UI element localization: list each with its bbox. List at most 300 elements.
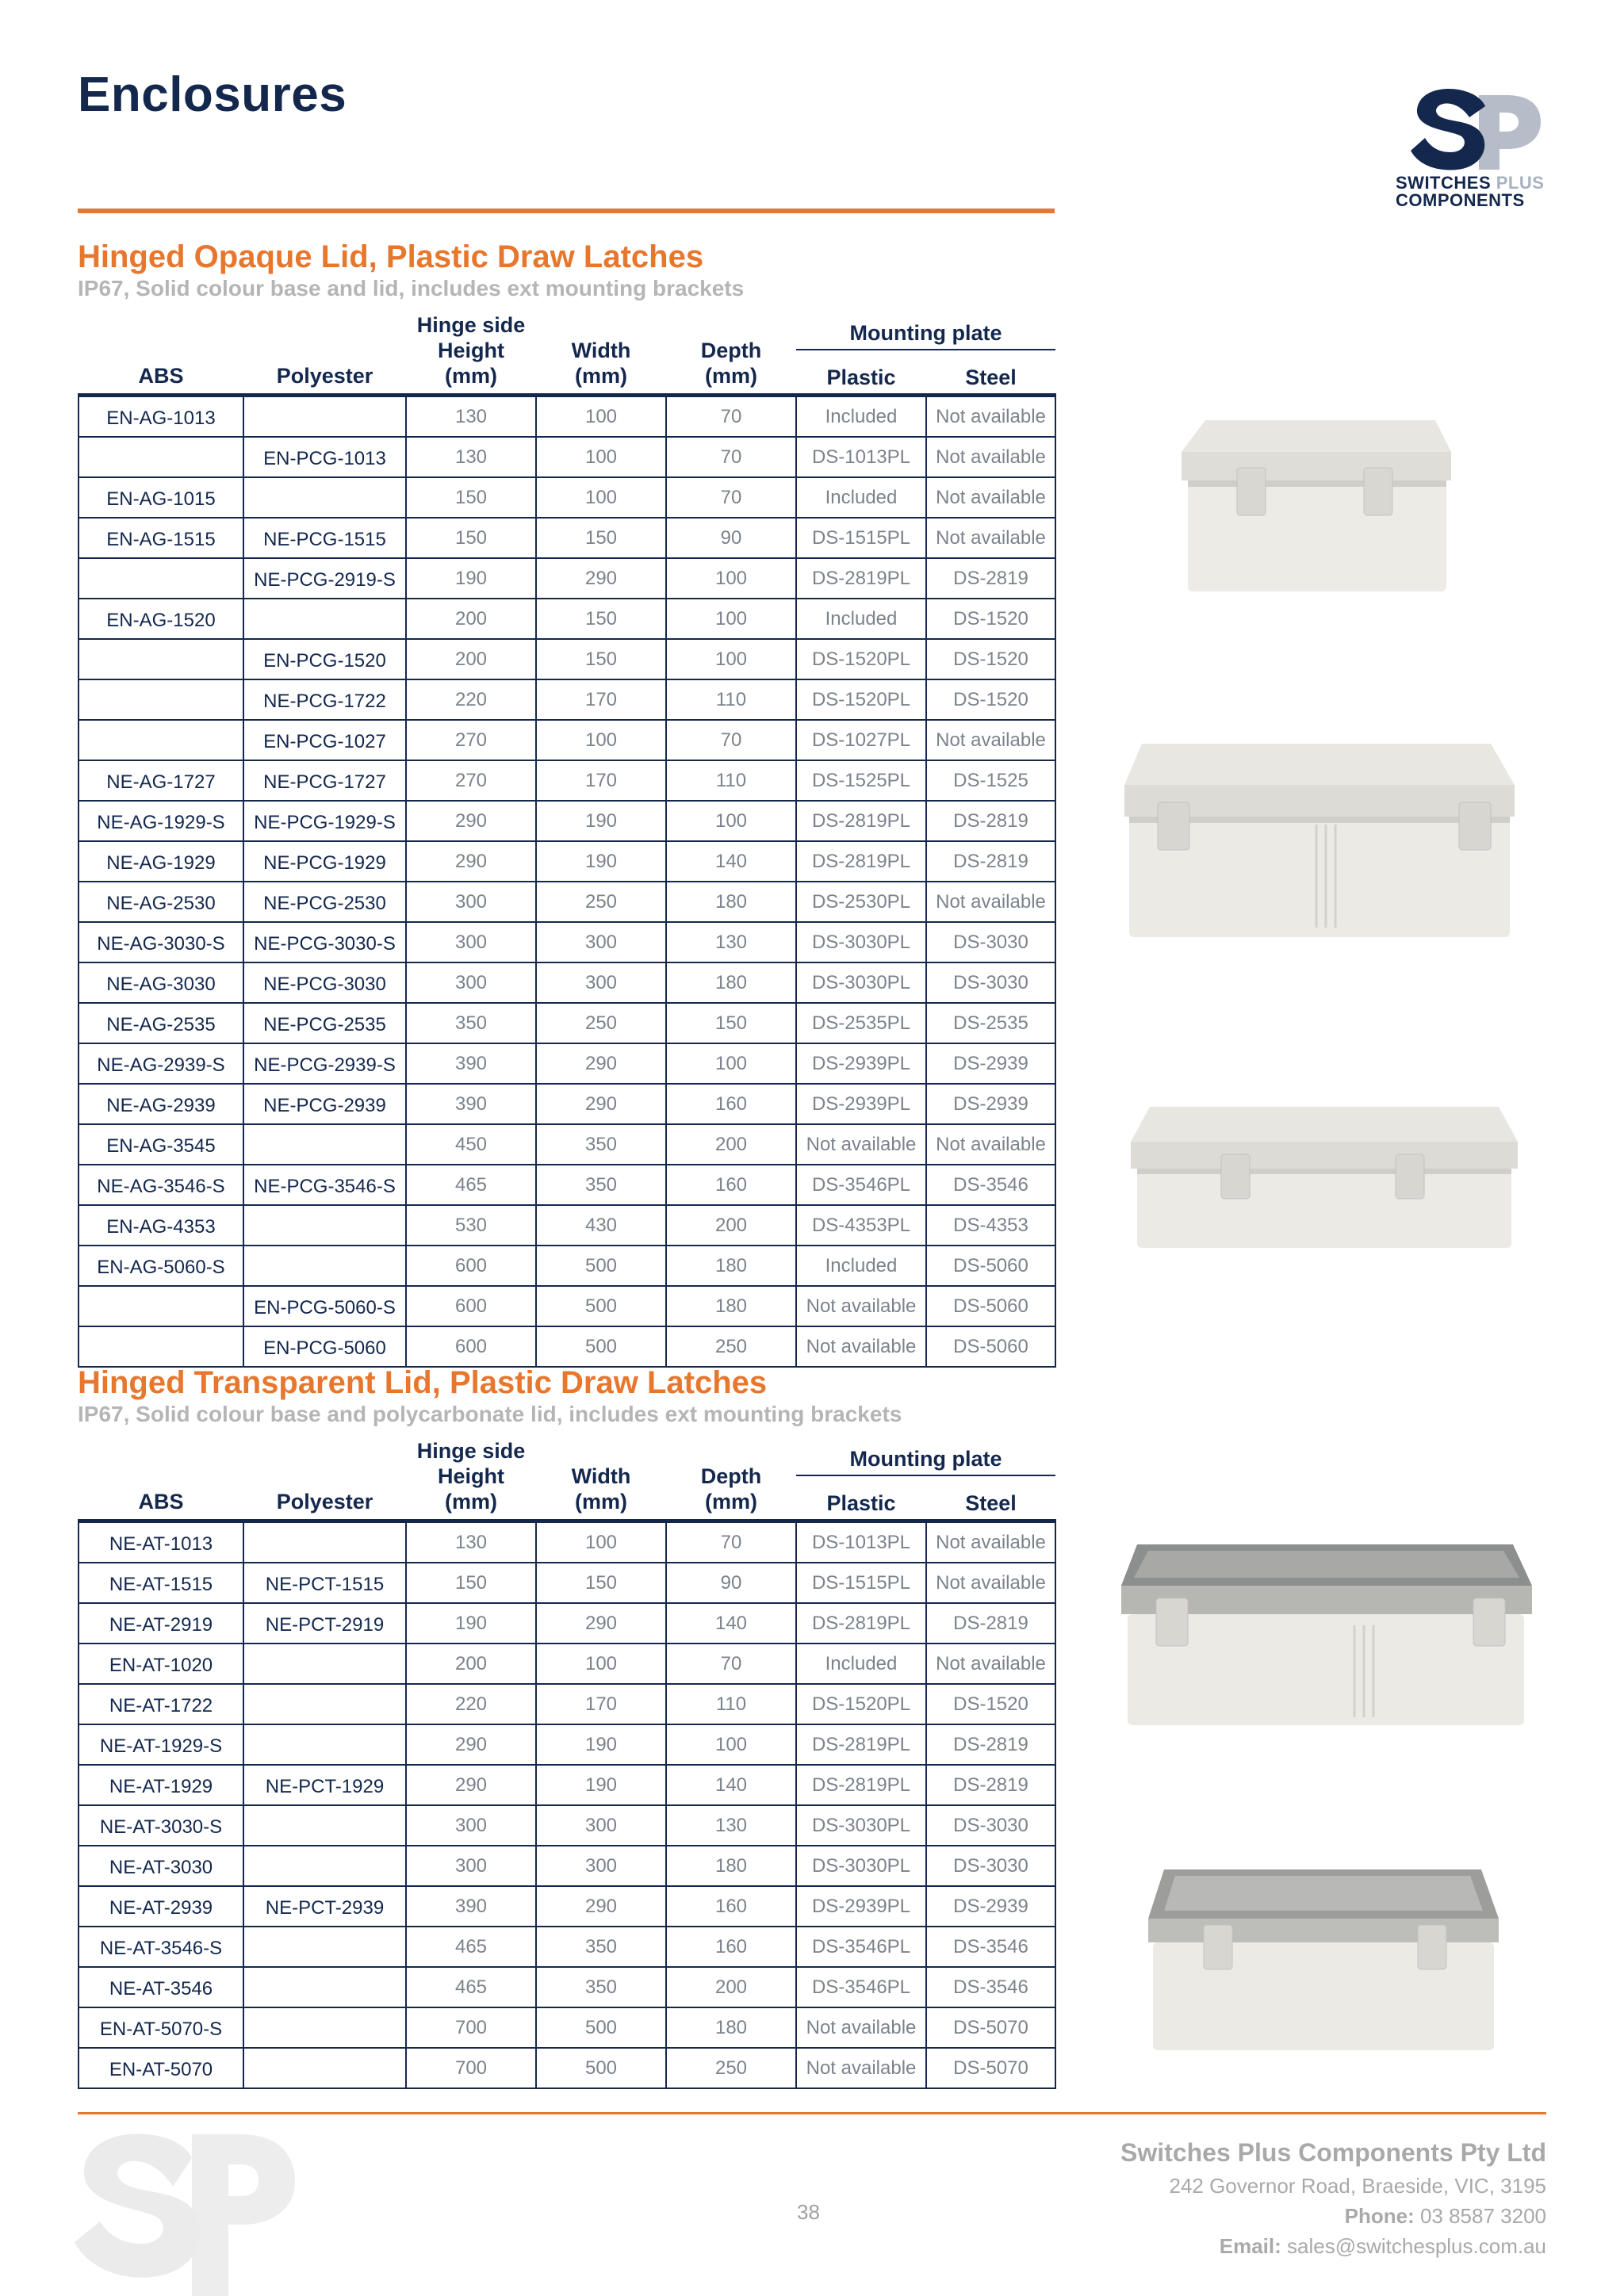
width-cell: 190 [536,841,666,882]
table-row [79,2048,1055,2088]
depth-cell: 70 [666,396,796,438]
depth-cell: 70 [666,1644,796,1684]
abs-part: NE-AT-3546-S [79,1927,243,1967]
depth-cell: 160 [666,1084,796,1124]
enclosure-photo-transparent-small [1140,1863,1505,2053]
enclosure-photo-transparent-medium [1116,1538,1537,1728]
width-cell: 190 [536,801,666,841]
plastic-plate-cell: DS-1013PL [796,1521,926,1563]
height-cell: 450 [406,1124,536,1165]
plastic-plate-cell: DS-3546PL [796,1165,926,1205]
plastic-plate-cell: DS-1520PL [796,639,926,679]
abs-part [79,1286,243,1326]
footer-divider [78,2112,1546,2114]
abs-part: NE-AG-2535 [79,1003,243,1043]
height-cell: 700 [406,2007,536,2048]
abs-part: NE-AG-2939-S [79,1043,243,1084]
plastic-plate-cell: Included [796,396,926,438]
col-header-width: Width (mm) [536,312,666,396]
table-row [79,882,1055,922]
height-cell: 150 [406,518,536,558]
abs-part: NE-AT-2919 [79,1603,243,1644]
width-cell: 290 [536,1043,666,1084]
col-header-polyester: Polyester [243,1438,406,1521]
width-cell: 170 [536,1684,666,1724]
depth-cell: 180 [666,2007,796,2048]
steel-plate-cell: DS-5060 [926,1246,1055,1286]
table-row [79,679,1055,720]
depth-cell: 110 [666,760,796,801]
steel-plate-cell: Not available [926,396,1055,438]
col-header-plastic: Plastic [796,350,926,396]
table-row [79,2007,1055,2048]
width-cell: 500 [536,1246,666,1286]
depth-cell: 200 [666,1124,796,1165]
polyester-part [243,599,406,639]
table-row [79,1521,1055,1563]
plastic-plate-cell: DS-1525PL [796,760,926,801]
header-divider [78,209,1055,213]
height-cell: 600 [406,1286,536,1326]
abs-part [79,639,243,679]
steel-plate-cell: DS-2939 [926,1886,1055,1927]
table-row [79,1644,1055,1684]
table-row [79,922,1055,962]
company-name: Switches Plus Components Pty Ltd [1120,2138,1546,2167]
company-logo [1392,78,1550,212]
steel-plate-cell: DS-3030 [926,962,1055,1003]
width-cell: 500 [536,2048,666,2088]
plastic-plate-cell: DS-3546PL [796,1927,926,1967]
col-header-abs: ABS [79,312,243,396]
plastic-plate-cell: DS-3030PL [796,1846,926,1886]
steel-plate-cell: Not available [926,1644,1055,1684]
abs-part: EN-AG-1015 [79,477,243,518]
width-cell: 100 [536,1521,666,1563]
abs-part: EN-AG-4353 [79,1205,243,1246]
abs-part: NE-AG-3030-S [79,922,243,962]
polyester-part: NE-PCG-1929-S [243,801,406,841]
polyester-part: NE-PCG-3030-S [243,922,406,962]
plastic-plate-cell: DS-2530PL [796,882,926,922]
col-header-depth: Depth (mm) [666,1438,796,1521]
width-cell: 100 [536,437,666,477]
polyester-part: EN-PCG-1013 [243,437,406,477]
width-cell: 350 [536,1927,666,1967]
height-cell: 130 [406,396,536,438]
polyester-part: NE-PCG-2530 [243,882,406,922]
abs-part: NE-AT-2939 [79,1886,243,1927]
width-cell: 170 [536,760,666,801]
section-opaque-lid [78,238,1055,1368]
depth-cell: 140 [666,1603,796,1644]
plastic-plate-cell: Included [796,477,926,518]
abs-part: NE-AG-1929 [79,841,243,882]
width-cell: 290 [536,1886,666,1927]
polyester-part: EN-PCG-1520 [243,639,406,679]
plastic-plate-cell: Not available [796,1326,926,1367]
logo-word-components: COMPONENTS [1396,190,1525,210]
polyester-part [243,1521,406,1563]
abs-part: EN-AT-1020 [79,1644,243,1684]
depth-cell: 160 [666,1927,796,1967]
steel-plate-cell: DS-2535 [926,1003,1055,1043]
depth-cell: 250 [666,2048,796,2088]
height-cell: 220 [406,1684,536,1724]
width-cell: 300 [536,922,666,962]
section-title: Hinged Opaque Lid, Plastic Draw Latches [78,239,704,274]
abs-part [79,1326,243,1367]
sp-watermark-logo [73,2118,303,2296]
table-row [79,841,1055,882]
section-subtitle: IP67, Solid colour base and polycarbonate lid, includes ext mounting brackets [78,1402,902,1426]
width-cell: 250 [536,1003,666,1043]
polyester-part [243,477,406,518]
height-cell: 390 [406,1886,536,1927]
abs-part: NE-AG-2530 [79,882,243,922]
steel-plate-cell: DS-3546 [926,1165,1055,1205]
depth-cell: 100 [666,1724,796,1765]
abs-part: NE-AG-1929-S [79,801,243,841]
table-row [79,801,1055,841]
depth-cell: 130 [666,1805,796,1846]
height-cell: 465 [406,1165,536,1205]
steel-plate-cell: Not available [926,437,1055,477]
col-header-steel: Steel [926,1475,1055,1521]
company-email[interactable]: Email: sales@switchesplus.com.au [1219,2234,1546,2258]
abs-part: EN-AG-1520 [79,599,243,639]
table-row [79,1765,1055,1805]
depth-cell: 110 [666,1684,796,1724]
polyester-part: NE-PCT-2939 [243,1886,406,1927]
table-row [79,1967,1055,2007]
height-cell: 200 [406,599,536,639]
plastic-plate-cell: DS-1027PL [796,720,926,760]
table-row [79,1805,1055,1846]
col-header-height: Hinge side Height (mm) [406,312,536,396]
width-cell: 170 [536,679,666,720]
col-header-width: Width (mm) [536,1438,666,1521]
height-cell: 190 [406,1603,536,1644]
depth-cell: 150 [666,1003,796,1043]
polyester-part [243,1684,406,1724]
height-cell: 300 [406,962,536,1003]
enclosure-table-transparent [78,1438,1056,2089]
polyester-part: NE-PCG-2939 [243,1084,406,1124]
plastic-plate-cell: DS-1515PL [796,518,926,558]
plastic-plate-cell: DS-2819PL [796,841,926,882]
polyester-part: NE-PCT-2919 [243,1603,406,1644]
width-cell: 150 [536,639,666,679]
steel-plate-cell: DS-2819 [926,558,1055,599]
table-row [79,639,1055,679]
polyester-part [243,1927,406,1967]
width-cell: 290 [536,558,666,599]
abs-part: NE-AT-3030 [79,1846,243,1886]
table-row [79,1286,1055,1326]
section-subtitle: IP67, Solid colour base and lid, includes ext mounting brackets [78,276,745,300]
table-row [79,962,1055,1003]
polyester-part: EN-PCG-1027 [243,720,406,760]
page-number: 38 [797,2200,820,2224]
steel-plate-cell: Not available [926,720,1055,760]
plastic-plate-cell: DS-3030PL [796,962,926,1003]
width-cell: 350 [536,1967,666,2007]
table-row [79,396,1055,438]
depth-cell: 250 [666,1326,796,1367]
polyester-part [243,1805,406,1846]
sp-logo-mark [1409,78,1552,171]
height-cell: 350 [406,1003,536,1043]
width-cell: 500 [536,1326,666,1367]
height-cell: 390 [406,1084,536,1124]
table-row [79,1124,1055,1165]
table-row [79,760,1055,801]
depth-cell: 180 [666,1246,796,1286]
plastic-plate-cell: DS-2819PL [796,1603,926,1644]
height-cell: 600 [406,1246,536,1286]
table-row [79,1846,1055,1886]
abs-part [79,679,243,720]
polyester-part: EN-PCG-5060-S [243,1286,406,1326]
abs-part: EN-AG-3545 [79,1124,243,1165]
depth-cell: 180 [666,1286,796,1326]
width-cell: 350 [536,1124,666,1165]
steel-plate-cell: DS-1520 [926,1684,1055,1724]
col-header-polyester: Polyester [243,312,406,396]
col-header-mounting-plate: Mounting plate [796,1438,1055,1475]
abs-part [79,720,243,760]
polyester-part: NE-PCT-1929 [243,1765,406,1805]
steel-plate-cell: DS-2819 [926,1765,1055,1805]
height-cell: 270 [406,760,536,801]
table-row [79,1084,1055,1124]
steel-plate-cell: DS-5070 [926,2007,1055,2048]
width-cell: 250 [536,882,666,922]
table-row [79,1724,1055,1765]
logo-word-switches-plus: SWITCHES PLUS [1396,173,1545,193]
plastic-plate-cell: DS-2535PL [796,1003,926,1043]
depth-cell: 180 [666,1846,796,1886]
height-cell: 200 [406,639,536,679]
height-cell: 700 [406,2048,536,2088]
width-cell: 190 [536,1724,666,1765]
abs-part: NE-AT-1722 [79,1684,243,1724]
abs-part [79,437,243,477]
depth-cell: 70 [666,720,796,760]
steel-plate-cell: DS-5070 [926,2048,1055,2088]
plastic-plate-cell: Not available [796,2007,926,2048]
table-row [79,518,1055,558]
polyester-part: NE-PCG-2919-S [243,558,406,599]
polyester-part: EN-PCG-5060 [243,1326,406,1367]
table-row [79,1603,1055,1644]
polyester-part: NE-PCG-3546-S [243,1165,406,1205]
width-cell: 500 [536,2007,666,2048]
steel-plate-cell: Not available [926,1563,1055,1603]
depth-cell: 100 [666,558,796,599]
height-cell: 300 [406,882,536,922]
steel-plate-cell: DS-5060 [926,1326,1055,1367]
section-transparent-lid [78,1364,1055,2089]
col-header-height: Hinge side Height (mm) [406,1438,536,1521]
width-cell: 150 [536,518,666,558]
abs-part: EN-AT-5070-S [79,2007,243,2048]
polyester-part: NE-PCG-1515 [243,518,406,558]
abs-part: NE-AT-3030-S [79,1805,243,1846]
enclosure-photo-opaque-shallow [1126,1102,1522,1253]
height-cell: 130 [406,437,536,477]
width-cell: 100 [536,396,666,438]
steel-plate-cell: DS-1520 [926,639,1055,679]
polyester-part [243,2048,406,2088]
polyester-part: NE-PCG-2535 [243,1003,406,1043]
company-address: 242 Governor Road, Braeside, VIC, 3195 [1169,2174,1546,2198]
col-header-plastic: Plastic [796,1475,926,1521]
steel-plate-cell: DS-3546 [926,1967,1055,2007]
depth-cell: 130 [666,922,796,962]
height-cell: 290 [406,1724,536,1765]
steel-plate-cell: DS-2819 [926,801,1055,841]
depth-cell: 100 [666,639,796,679]
height-cell: 465 [406,1967,536,2007]
plastic-plate-cell: DS-2939PL [796,1084,926,1124]
steel-plate-cell: Not available [926,477,1055,518]
height-cell: 150 [406,477,536,518]
abs-part: NE-AT-3546 [79,1967,243,2007]
polyester-part: NE-PCG-1722 [243,679,406,720]
plastic-plate-cell: DS-1515PL [796,1563,926,1603]
depth-cell: 100 [666,801,796,841]
polyester-part [243,1644,406,1684]
page-title: Enclosures [78,67,347,122]
table-row [79,599,1055,639]
depth-cell: 200 [666,1967,796,2007]
abs-part: EN-AT-5070 [79,2048,243,2088]
abs-part [79,558,243,599]
table-row [79,1886,1055,1927]
table-row [79,437,1055,477]
steel-plate-cell: DS-2819 [926,1724,1055,1765]
steel-plate-cell: Not available [926,518,1055,558]
height-cell: 530 [406,1205,536,1246]
width-cell: 500 [536,1286,666,1326]
col-header-steel: Steel [926,350,1055,396]
plastic-plate-cell: Not available [796,1286,926,1326]
depth-cell: 90 [666,1563,796,1603]
col-header-abs: ABS [79,1438,243,1521]
steel-plate-cell: DS-2939 [926,1084,1055,1124]
polyester-part [243,1846,406,1886]
plastic-plate-cell: DS-1520PL [796,1684,926,1724]
plastic-plate-cell: DS-3030PL [796,1805,926,1846]
abs-part: NE-AT-1515 [79,1563,243,1603]
height-cell: 290 [406,1765,536,1805]
abs-part: EN-AG-1013 [79,396,243,438]
height-cell: 200 [406,1644,536,1684]
width-cell: 100 [536,720,666,760]
polyester-part [243,1967,406,2007]
plastic-plate-cell: DS-1520PL [796,679,926,720]
table-row [79,1927,1055,1967]
height-cell: 290 [406,841,536,882]
enclosure-photo-opaque-medium [1118,737,1522,943]
depth-cell: 70 [666,437,796,477]
height-cell: 150 [406,1563,536,1603]
width-cell: 190 [536,1765,666,1805]
depth-cell: 180 [666,882,796,922]
steel-plate-cell: DS-2939 [926,1043,1055,1084]
depth-cell: 180 [666,962,796,1003]
plastic-plate-cell: DS-2819PL [796,801,926,841]
steel-plate-cell: DS-3546 [926,1927,1055,1967]
plastic-plate-cell: DS-1013PL [796,437,926,477]
width-cell: 290 [536,1084,666,1124]
polyester-part [243,2007,406,2048]
depth-cell: 140 [666,841,796,882]
width-cell: 150 [536,1563,666,1603]
steel-plate-cell: DS-3030 [926,922,1055,962]
abs-part: NE-AG-1727 [79,760,243,801]
table-row [79,1205,1055,1246]
steel-plate-cell: Not available [926,1521,1055,1563]
abs-part: NE-AG-2939 [79,1084,243,1124]
plastic-plate-cell: DS-3030PL [796,922,926,962]
table-row [79,477,1055,518]
steel-plate-cell: Not available [926,1124,1055,1165]
height-cell: 390 [406,1043,536,1084]
height-cell: 130 [406,1521,536,1563]
plastic-plate-cell: DS-4353PL [796,1205,926,1246]
abs-part: NE-AG-3546-S [79,1165,243,1205]
polyester-part [243,396,406,438]
plastic-plate-cell: Not available [796,1124,926,1165]
depth-cell: 160 [666,1165,796,1205]
height-cell: 290 [406,801,536,841]
depth-cell: 160 [666,1886,796,1927]
polyester-part: NE-PCG-2939-S [243,1043,406,1084]
width-cell: 290 [536,1603,666,1644]
height-cell: 300 [406,1846,536,1886]
depth-cell: 70 [666,477,796,518]
width-cell: 350 [536,1165,666,1205]
plastic-plate-cell: DS-2819PL [796,1724,926,1765]
depth-cell: 70 [666,1521,796,1563]
abs-part: EN-AG-1515 [79,518,243,558]
steel-plate-cell: DS-1520 [926,599,1055,639]
polyester-part [243,1124,406,1165]
col-header-mounting-plate: Mounting plate [796,312,1055,350]
table-row [79,558,1055,599]
table-row [79,1043,1055,1084]
steel-plate-cell: DS-1520 [926,679,1055,720]
table-row [79,1326,1055,1367]
plastic-plate-cell: DS-2939PL [796,1886,926,1927]
plastic-plate-cell: Not available [796,2048,926,2088]
table-row [79,1563,1055,1603]
plastic-plate-cell: DS-2819PL [796,558,926,599]
abs-part: NE-AT-1013 [79,1521,243,1563]
table-row [79,1003,1055,1043]
table-row [79,1165,1055,1205]
company-phone: Phone: 03 8587 3200 [1344,2204,1546,2228]
steel-plate-cell: DS-3030 [926,1805,1055,1846]
height-cell: 300 [406,1805,536,1846]
width-cell: 300 [536,962,666,1003]
depth-cell: 110 [666,679,796,720]
abs-part: NE-AT-1929-S [79,1724,243,1765]
abs-part: EN-AG-5060-S [79,1246,243,1286]
